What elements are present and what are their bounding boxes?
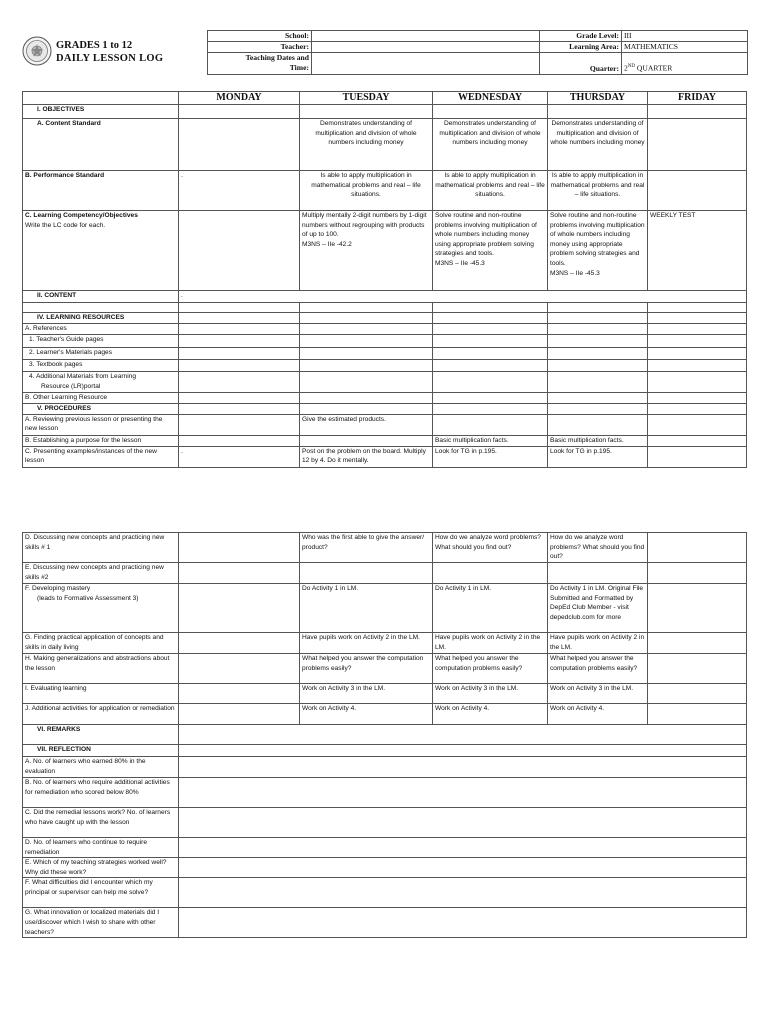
cell[interactable] bbox=[548, 393, 648, 404]
cell[interactable] bbox=[433, 348, 548, 360]
form-title: GRADES 1 to 12 bbox=[56, 40, 133, 51]
cell[interactable] bbox=[300, 360, 433, 372]
row-performance-standard: B. Performance Standard bbox=[23, 171, 179, 211]
cell[interactable] bbox=[648, 313, 747, 324]
row-proc-j: J. Additional activities for application or remediation bbox=[23, 704, 179, 725]
cell-proc-j-thu[interactable]: Work on Activity 4. bbox=[548, 704, 648, 725]
cell-performance-standard-fri[interactable] bbox=[648, 171, 747, 211]
row-reflection-g: G. What innovation or localized materials did I use/discover which I wish to share with other teachers? bbox=[23, 908, 179, 938]
cell-reflection-a[interactable] bbox=[179, 757, 747, 778]
header-info-table bbox=[207, 30, 748, 75]
cell[interactable] bbox=[179, 348, 300, 360]
row-reflection-a: A. No. of learners who earned 80% in the evaluation bbox=[23, 757, 179, 778]
cell[interactable] bbox=[300, 435, 433, 446]
cell[interactable] bbox=[548, 372, 648, 393]
cell-proc-h-tue[interactable]: What helped you answer the computation problems easily? bbox=[300, 654, 433, 684]
cell[interactable] bbox=[648, 414, 747, 435]
cell-lc-fri[interactable]: WEEKLY TEST bbox=[648, 211, 747, 291]
row-proc-f: F. Developing mastery (leads to Formative Assessment 3) bbox=[23, 584, 179, 633]
cell[interactable] bbox=[179, 654, 300, 684]
cell-proc-c-thu[interactable]: Look for TG in p.195. bbox=[548, 446, 648, 467]
row-proc-e: E. Discussing new concepts and practicing new skills #2 bbox=[23, 563, 179, 584]
cell-proc-f-tue[interactable]: Do Activity 1 in LM. bbox=[300, 584, 433, 633]
day-header-tuesday: TUESDAY bbox=[300, 92, 433, 105]
cell[interactable] bbox=[433, 303, 548, 313]
row-other-resource: B. Other Learning Resource bbox=[23, 393, 179, 404]
cell-lc-wed[interactable]: Solve routine and non-routine problems involving multiplication of whole numbers including money using appropriate problem solving strategies and tools. M3NS – IIe -45.3 bbox=[433, 211, 548, 291]
cell-content-standard-tue[interactable]: Demonstrates understanding of multiplication and division of whole numbers including money bbox=[300, 119, 433, 171]
cell-lc-thu[interactable]: Solve routine and non-routine problems involving multiplication of whole numbers including money using appropriate problem solving strategies and tools. M3NS – IIe -45.3 bbox=[548, 211, 648, 291]
cell[interactable] bbox=[179, 303, 300, 313]
cell[interactable] bbox=[300, 303, 433, 313]
cell-proc-i-tue[interactable]: Work on Activity 3 in the LM. bbox=[300, 684, 433, 704]
cell[interactable] bbox=[179, 633, 300, 654]
cell[interactable] bbox=[548, 348, 648, 360]
cell[interactable] bbox=[648, 303, 747, 313]
teacher-label: Teacher: bbox=[208, 42, 312, 53]
cell-content-standard-fri[interactable] bbox=[648, 119, 747, 171]
cell[interactable] bbox=[648, 533, 747, 563]
school-label: School: bbox=[208, 31, 312, 42]
row-textbook: 3. Textbook pages bbox=[23, 360, 179, 372]
lesson-log-table-part2 bbox=[22, 532, 747, 938]
cell[interactable] bbox=[179, 533, 300, 563]
cell[interactable] bbox=[548, 324, 648, 335]
cell[interactable] bbox=[548, 105, 648, 119]
cell-proc-j-wed[interactable]: Work on Activity 4. bbox=[433, 704, 548, 725]
cell[interactable] bbox=[300, 348, 433, 360]
cell[interactable] bbox=[648, 435, 747, 446]
row-proc-a: A. Reviewing previous lesson or presenting the new lesson bbox=[23, 414, 179, 435]
cell[interactable] bbox=[433, 393, 548, 404]
form-subtitle: DAILY LESSON LOG bbox=[56, 53, 164, 64]
cell[interactable] bbox=[300, 324, 433, 335]
cell[interactable] bbox=[648, 563, 747, 584]
cell-proc-a-tue[interactable]: Give the estimated products. bbox=[300, 414, 433, 435]
cell[interactable] bbox=[648, 105, 747, 119]
cell[interactable] bbox=[648, 654, 747, 684]
corner-cell bbox=[23, 92, 179, 105]
cell-reflection-g[interactable] bbox=[179, 908, 747, 938]
cell[interactable] bbox=[300, 393, 433, 404]
row-proc-b: B. Establishing a purpose for the lesson bbox=[23, 435, 179, 446]
cell[interactable] bbox=[300, 563, 433, 584]
cell-content-standard-wed[interactable]: Demonstrates understanding of multiplication and division of whole numbers including money bbox=[433, 119, 548, 171]
cell-proc-c-tue[interactable]: Post on the problem on the board. Multiply 12 by 4. Do it mentally. bbox=[300, 446, 433, 467]
cell-proc-j-tue[interactable]: Work on Activity 4. bbox=[300, 704, 433, 725]
cell-proc-c-wed[interactable]: Look for TG in p.195. bbox=[433, 446, 548, 467]
cell[interactable] bbox=[300, 372, 433, 393]
cell[interactable] bbox=[648, 393, 747, 404]
cell[interactable] bbox=[548, 303, 648, 313]
cell[interactable] bbox=[433, 324, 548, 335]
cell-proc-c-mon[interactable]: . bbox=[179, 446, 300, 467]
section-learning-resources: IV. LEARNING RESOURCES bbox=[23, 313, 179, 324]
cell[interactable] bbox=[433, 360, 548, 372]
cell[interactable] bbox=[648, 404, 747, 415]
row-learners-materials: 2. Learner's Materials pages bbox=[23, 348, 179, 360]
cell[interactable] bbox=[179, 684, 300, 704]
cell[interactable] bbox=[300, 105, 433, 119]
cell[interactable] bbox=[548, 404, 648, 415]
cell[interactable] bbox=[648, 704, 747, 725]
cell-content-standard-mon[interactable] bbox=[179, 119, 300, 171]
cell[interactable] bbox=[179, 435, 300, 446]
row-lr-portal: 4. Additional Materials from Learning Resource (LR)portal bbox=[23, 372, 179, 393]
cell[interactable] bbox=[648, 372, 747, 393]
section-content: II. CONTENT bbox=[23, 291, 179, 303]
cell[interactable] bbox=[179, 324, 300, 335]
cell[interactable] bbox=[648, 684, 747, 704]
cell-performance-standard-wed[interactable]: Is able to apply multiplication in mathematical problems and real – life situations. bbox=[433, 171, 548, 211]
row-learning-competency: C. Learning Competency/Objectives Write the LC code for each. bbox=[23, 211, 179, 291]
cell-proc-i-wed[interactable]: Work on Activity 3 in the LM. bbox=[433, 684, 548, 704]
cell[interactable] bbox=[433, 335, 548, 348]
cell[interactable] bbox=[648, 324, 747, 335]
school-field[interactable] bbox=[312, 31, 540, 42]
section-reflection: VII. REFLECTION bbox=[23, 745, 179, 757]
row-proc-h: H. Making generalizations and abstractions about the lesson bbox=[23, 654, 179, 684]
row-proc-d: D. Discussing new concepts and practicing new skills # 1 bbox=[23, 533, 179, 563]
cell-proc-g-wed[interactable]: Have pupils work on Activity 2 in the LM. bbox=[433, 633, 548, 654]
cell[interactable] bbox=[179, 414, 300, 435]
cell-reflection-c[interactable] bbox=[179, 808, 747, 838]
cell-content-standard-thu[interactable]: Demonstrates understanding of multiplication and division of whole numbers including money bbox=[548, 119, 648, 171]
cell[interactable] bbox=[648, 446, 747, 467]
cell[interactable] bbox=[648, 584, 747, 633]
cell-reflection-b[interactable] bbox=[179, 778, 747, 808]
cell[interactable] bbox=[433, 372, 548, 393]
grade-level-label: Grade Level: bbox=[540, 31, 622, 42]
learning-area-value[interactable]: MATHEMATICS bbox=[622, 42, 748, 53]
blank-row bbox=[23, 303, 179, 313]
day-header-monday: MONDAY bbox=[179, 92, 300, 105]
cell[interactable] bbox=[179, 584, 300, 633]
cell-proc-g-thu[interactable]: Have pupils work on Activity 2 in the LM. bbox=[548, 633, 648, 654]
cell[interactable] bbox=[300, 404, 433, 415]
cell[interactable] bbox=[179, 704, 300, 725]
cell[interactable] bbox=[648, 348, 747, 360]
cell-proc-h-wed[interactable]: What helped you answer the computation problems easily? bbox=[433, 654, 548, 684]
cell-reflection-f[interactable] bbox=[179, 878, 747, 908]
grade-level-value[interactable]: III bbox=[622, 31, 748, 42]
cell-content-span[interactable]: . bbox=[179, 291, 747, 303]
cell-lc-tue[interactable]: Multiply mentally 2-digit numbers by 1-digit numbers without regrouping with products of up to 100. M3NS – IIe -42.2 bbox=[300, 211, 433, 291]
cell-proc-b-thu[interactable]: Basic multiplication facts. bbox=[548, 435, 648, 446]
cell[interactable] bbox=[179, 105, 300, 119]
section-remarks: VI. REMARKS bbox=[23, 725, 179, 745]
cell[interactable] bbox=[548, 563, 648, 584]
cell-lc-mon[interactable] bbox=[179, 211, 300, 291]
teaching-dates-field[interactable] bbox=[312, 53, 540, 75]
row-reflection-f: F. What difficulties did I encounter which my principal or supervisor can help me solve? bbox=[23, 878, 179, 908]
cell[interactable] bbox=[433, 563, 548, 584]
row-reflection-c: C. Did the remedial lessons work? No. of learners who have caught up with the lesson bbox=[23, 808, 179, 838]
cell[interactable] bbox=[179, 372, 300, 393]
cell-proc-f-wed[interactable]: Do Activity 1 in LM. bbox=[433, 584, 548, 633]
learning-area-label: Learning Area: bbox=[540, 42, 622, 53]
cell[interactable] bbox=[179, 404, 300, 415]
cell-performance-standard-thu[interactable]: Is able to apply multiplication in mathematical problems and real – life situations. bbox=[548, 171, 648, 211]
cell-proc-d-tue[interactable]: Who was the first able to give the answer/ product? bbox=[300, 533, 433, 563]
cell-proc-h-thu[interactable]: What helped you answer the computation problems easily? bbox=[548, 654, 648, 684]
cell-remarks[interactable] bbox=[179, 725, 747, 745]
teaching-dates-label: Teaching Dates and Time: bbox=[208, 53, 312, 75]
cell[interactable] bbox=[548, 360, 648, 372]
cell[interactable] bbox=[300, 313, 433, 324]
cell-proc-d-wed[interactable]: How do we analyze word problems? What should you find out? bbox=[433, 533, 548, 563]
cell-performance-standard-mon[interactable]: . bbox=[179, 171, 300, 211]
cell[interactable] bbox=[433, 404, 548, 415]
row-proc-i: I. Evaluating learning bbox=[23, 684, 179, 704]
day-header-friday: FRIDAY bbox=[648, 92, 747, 105]
cell[interactable] bbox=[548, 414, 648, 435]
row-references: A. References bbox=[23, 324, 179, 335]
cell-proc-g-tue[interactable]: Have pupils work on Activity 2 in the LM. bbox=[300, 633, 433, 654]
deped-seal-logo bbox=[22, 36, 52, 66]
cell[interactable] bbox=[179, 563, 300, 584]
section-procedures: V. PROCEDURES bbox=[23, 404, 179, 415]
cell[interactable] bbox=[179, 393, 300, 404]
cell[interactable] bbox=[433, 313, 548, 324]
cell[interactable] bbox=[648, 360, 747, 372]
cell-proc-d-thu[interactable]: How do we analyze word problems? What should you find out? bbox=[548, 533, 648, 563]
row-reflection-e: E. Which of my teaching strategies worked well? Why did these work? bbox=[23, 858, 179, 878]
cell[interactable] bbox=[648, 335, 747, 348]
lesson-log-table-part1 bbox=[22, 91, 747, 468]
quarter-value[interactable]: 2ND QUARTER bbox=[622, 53, 748, 75]
quarter-label: Quarter: bbox=[540, 53, 622, 75]
cell-proc-f-thu[interactable]: Do Activity 1 in LM. Original File Submitted and Formatted by DepEd Club Member - visit depedclub.com for more bbox=[548, 584, 648, 633]
cell-reflection-d[interactable] bbox=[179, 838, 747, 858]
cell-proc-i-thu[interactable]: Work on Activity 3 in the LM. bbox=[548, 684, 648, 704]
row-reflection-d: D. No. of learners who continue to require remediation bbox=[23, 838, 179, 858]
teacher-field[interactable] bbox=[312, 42, 540, 53]
cell-proc-b-wed[interactable]: Basic multiplication facts. bbox=[433, 435, 548, 446]
section-objectives: I. OBJECTIVES bbox=[23, 105, 179, 119]
cell[interactable] bbox=[179, 360, 300, 372]
cell-reflection-e[interactable] bbox=[179, 858, 747, 878]
row-proc-c: C. Presenting examples/instances of the new lesson bbox=[23, 446, 179, 467]
row-proc-g: G. Finding practical application of concepts and skills in daily living bbox=[23, 633, 179, 654]
cell[interactable] bbox=[433, 105, 548, 119]
cell[interactable] bbox=[179, 335, 300, 348]
cell-performance-standard-tue[interactable]: Is able to apply multiplication in mathematical problems and real – life situations. bbox=[300, 171, 433, 211]
cell[interactable] bbox=[548, 335, 648, 348]
row-teachers-guide: 1. Teacher's Guide pages bbox=[23, 335, 179, 348]
day-header-thursday: THURSDAY bbox=[548, 92, 648, 105]
cell[interactable] bbox=[179, 313, 300, 324]
cell[interactable] bbox=[433, 414, 548, 435]
cell[interactable] bbox=[548, 313, 648, 324]
cell-reflection[interactable] bbox=[179, 745, 747, 757]
row-content-standard: A. Content Standard bbox=[23, 119, 179, 171]
row-reflection-b: B. No. of learners who require additional activities for remediation who scored below 80% bbox=[23, 778, 179, 808]
day-header-wednesday: WEDNESDAY bbox=[433, 92, 548, 105]
cell[interactable] bbox=[300, 335, 433, 348]
cell[interactable] bbox=[648, 633, 747, 654]
